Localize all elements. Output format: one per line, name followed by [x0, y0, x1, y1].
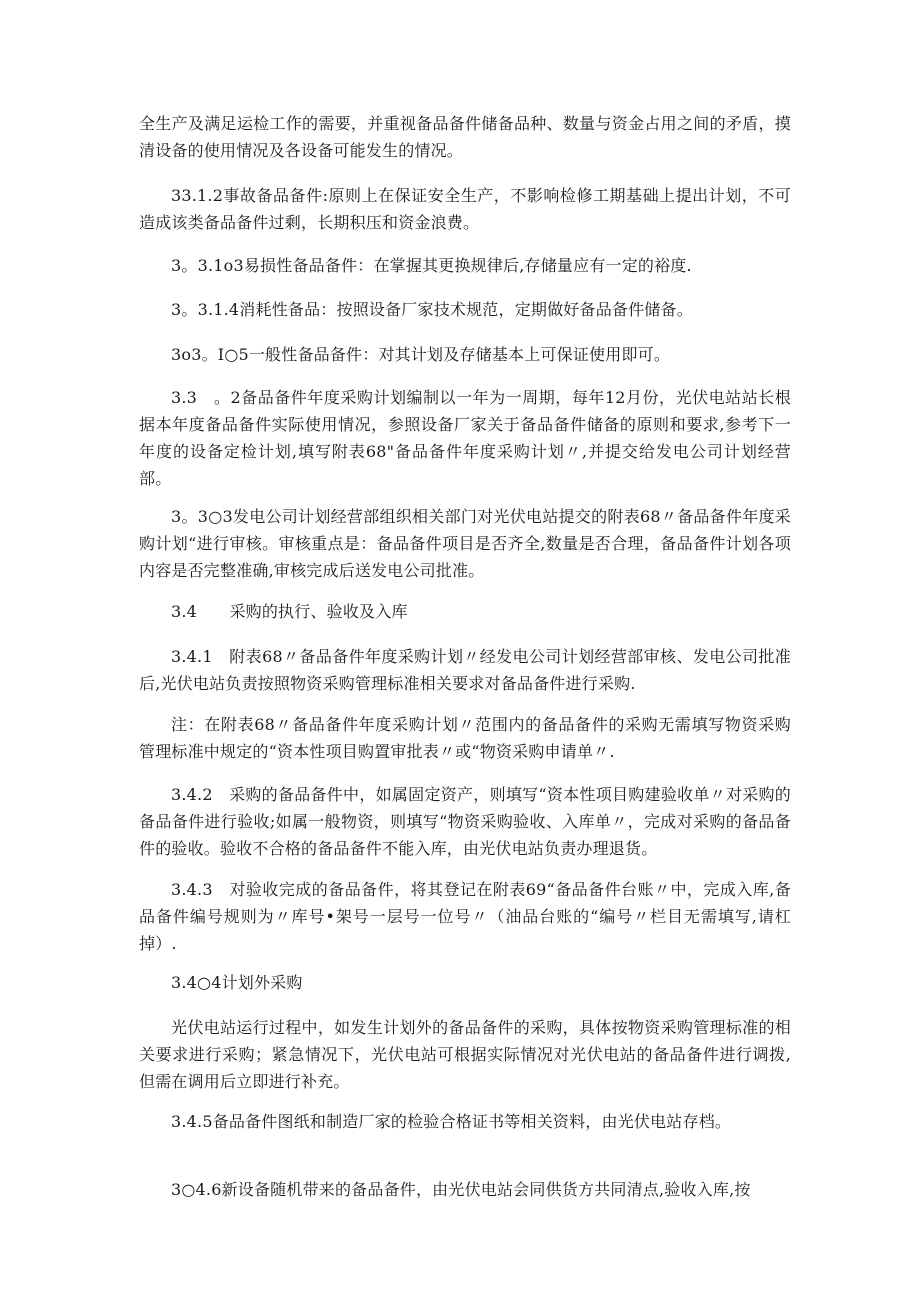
paragraph-note: 注：在附表68〃备品备件年度采购计划〃范围内的备品备件的采购无需填写物资采购管理标准中规定的“资本性项目购置审批表〃或“物资采购申请单〃.: [139, 715, 791, 761]
paragraph-3-3-1-2: 33.1.2事故备品备件:原则上在保证安全生产，不影响检修工期基础上提出计划，不可造成该类备品备件过剩，长期积压和资金浪费。: [139, 186, 791, 232]
paragraph-3-4-1: 3.4.1 附表68〃备品备件年度采购计划〃经发电公司计划经营部审核、发电公司批准后,光伏电站负责按照物资采购管理标准相关要求对备品备件进行采购.: [139, 647, 791, 693]
paragraph-3-3-1-3: 3。3.1o3易损性备品备件：在掌握其更换规律后,存储量应有一定的裕度.: [171, 256, 692, 275]
paragraph-3-4-5: 3.4.5备品备件图纸和制造厂家的检验合格证书等相关资料，由光伏电站存档。: [171, 1112, 732, 1131]
section-heading-3-4: 3.4 采购的执行、验收及入库: [171, 602, 408, 621]
paragraph-3-3-1-5: 3o3。I○5一般性备品备件：对其计划及存储基本上可保证使用即可。: [171, 345, 671, 364]
paragraph-3-4-6: 3○4.6新设备随机带来的备品备件，由光伏电站会同供货方共同清点,验收入库,按: [171, 1180, 751, 1199]
section-heading-3-4-4: 3.4○4计划外采购: [171, 973, 303, 992]
paragraph-unplanned-purchase: 光伏电站运行过程中，如发生计划外的备品备件的采购，具体按物资采购管理标准的相关要求进行采购；紧急情况下，光伏电站可根据实际情况对光伏电站的备品备件进行调拨,但需在调用后立即进行补充。: [139, 1018, 791, 1091]
paragraph-3-3-2: 3.3 。2备品备件年度采购计划编制以一年为一周期，每年12月份，光伏电站站长根据本年度备品备件实际使用情况，参照设备厂家关于备品备件储备的原则和要求,参考下一年度的设备定检计划,填写附表68"备品备件年度采购计划〃,并提交给发电公司计划经营部。: [139, 388, 791, 488]
paragraph-3-3-3: 3。3○3发电公司计划经营部组织相关部门对光伏电站提交的附表68〃备品备件年度采购计划“进行审核。审核重点是：备品备件项目是否齐全,数量是否合理，备品备件计划各项内容是否完整准确,审核完成后送发电公司批准。: [139, 507, 791, 580]
paragraph-3-4-2: 3.4.2 采购的备品备件中，如属固定资产，则填写“资本性项目购建验收单〃对采购的备品备件进行验收;如属一般物资，则填写“物资采购验收、入库单〃，完成对采购的备品备件的验收。验收不合格的备品备件不能入库，由光伏电站负责办理退货。: [139, 785, 791, 858]
paragraph-3-4-3: 3.4.3 对验收完成的备品备件，将其登记在附表69“备品备件台账〃中，完成入库,备品备件编号规则为〃库号•架号一层号一位号〃（油品台账的“编号〃栏目无需填写,请杠掉）.: [139, 880, 791, 953]
paragraph-spares-reserve-intro: 全生产及满足运检工作的需要，并重视备品备件储备品种、数量与资金占用之间的矛盾，摸清设备的使用情况及各设备可能发生的情况。: [139, 114, 791, 160]
paragraph-3-3-1-4: 3。3.1.4消耗性备品：按照设备厂家技术规范，定期做好备品备件储备。: [171, 300, 693, 319]
